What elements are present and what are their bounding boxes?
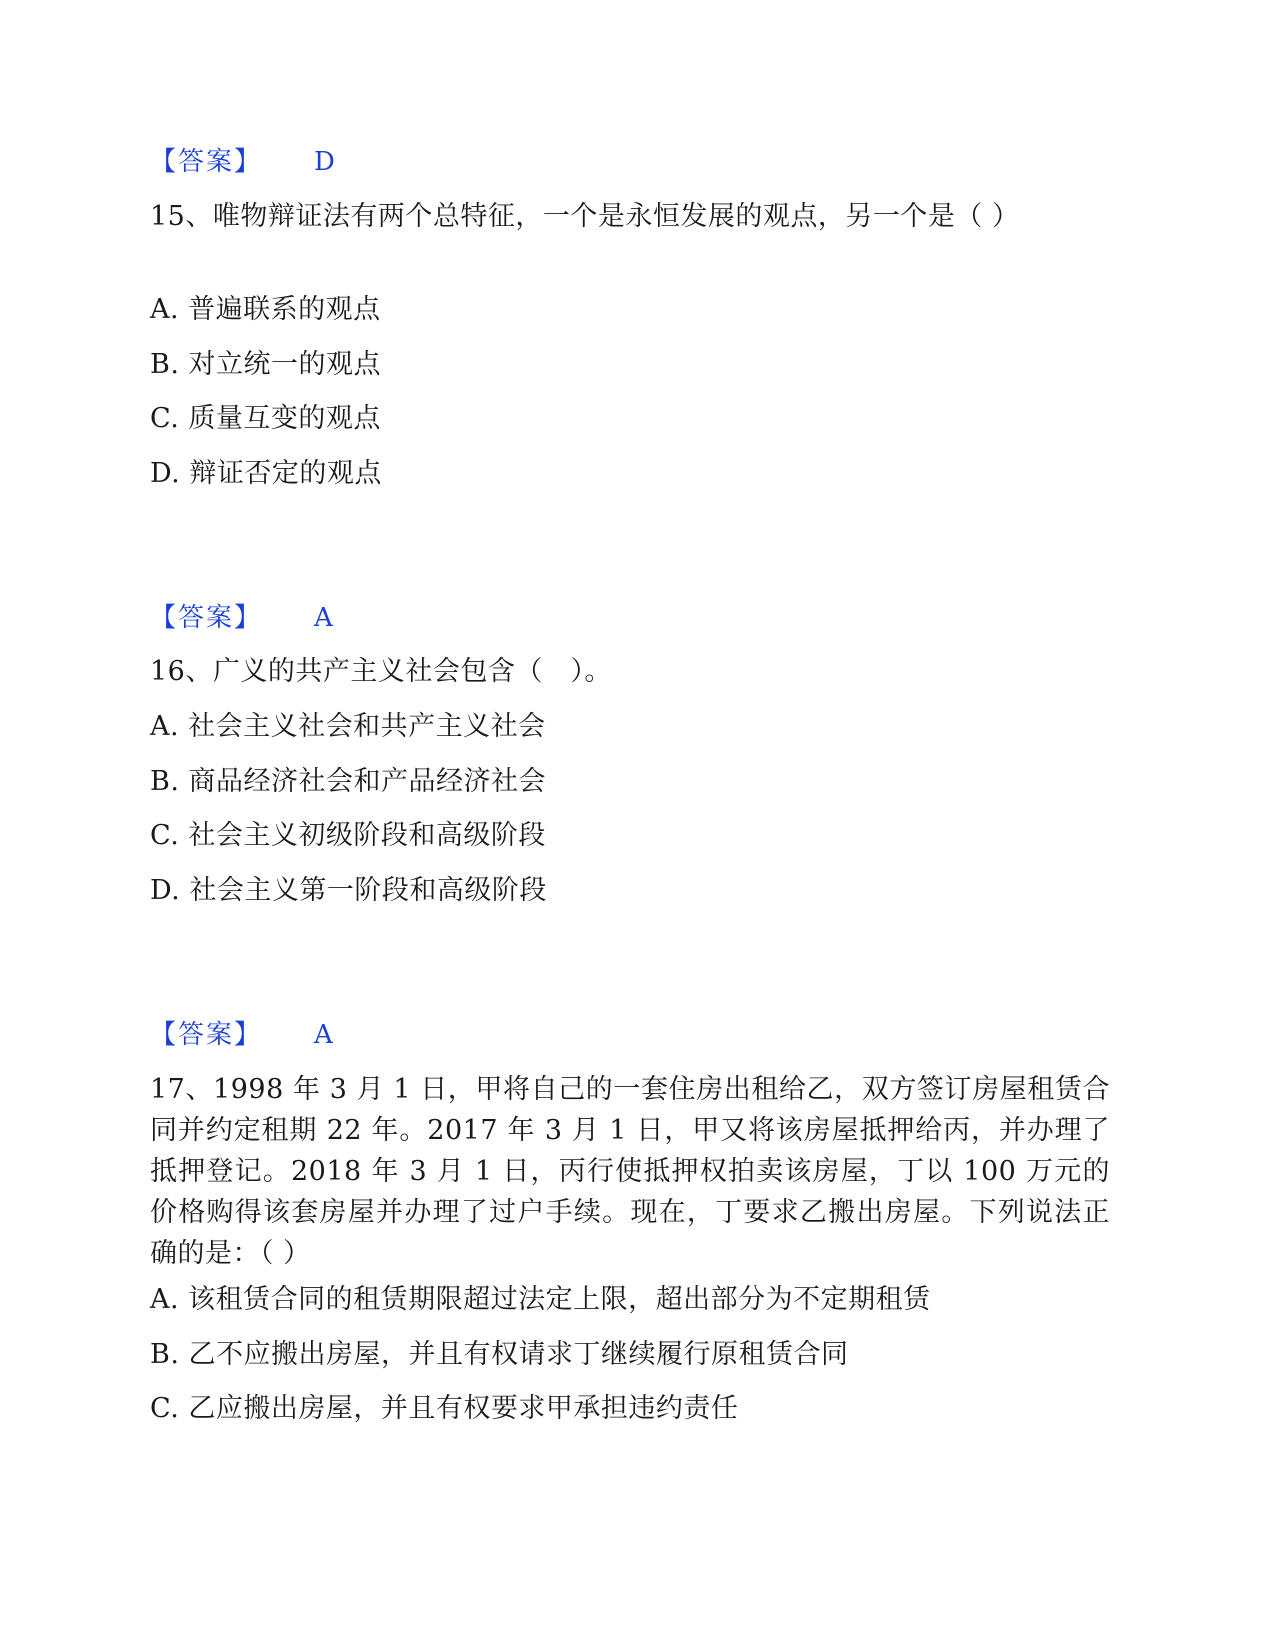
option-16-d: D. 社会主义第一阶段和高级阶段: [150, 875, 547, 906]
answer-label: 【答案】: [150, 603, 263, 633]
option-15-d: D. 辩证否定的观点: [150, 458, 382, 489]
option-16-c: C. 社会主义初级阶段和高级阶段: [150, 820, 546, 851]
answer-label: 【答案】: [150, 147, 263, 177]
option-15-c: C. 质量互变的观点: [150, 403, 381, 434]
answer-value: A: [314, 603, 333, 633]
option-17-c: C. 乙应搬出房屋，并且有权要求甲承担违约责任: [150, 1393, 739, 1424]
option-16-a: A. 社会主义社会和共产主义社会: [150, 711, 546, 742]
answer-label: 【答案】: [150, 1020, 263, 1050]
option-17-b: B. 乙不应搬出房屋，并且有权请求丁继续履行原租赁合同: [150, 1339, 849, 1370]
answer-line-q15: [150, 601, 333, 635]
answer-line-q14: [150, 145, 335, 179]
answer-line-q16: [150, 1018, 333, 1052]
question-16: 16、广义的共产主义社会包含（ ）。: [150, 656, 612, 687]
option-15-b: B. 对立统一的观点: [150, 349, 382, 380]
option-17-a: A. 该租赁合同的租赁期限超过法定上限，超出部分为不定期租赁: [150, 1284, 931, 1315]
answer-value: A: [314, 1020, 333, 1050]
question-17: 17、1998 年 3 月 1 日，甲将自己的一套住房出租给乙，双方签订房屋租赁合同并约定租期 22 年。2017 年 3 月 1 日，甲又将该房屋抵押给丙，并办理了抵押登记。2018 年 3 月 1 日，丙行使抵押权拍卖该房屋，丁以 100 万元的价格购得该套房屋并办理了过户手续。现在，丁要求乙搬出房屋。下列说法正确的是：（ ）: [150, 1074, 1110, 1269]
option-15-a: A. 普遍联系的观点: [150, 294, 381, 325]
option-16-b: B. 商品经济社会和产品经济社会: [150, 766, 547, 797]
question-15: 15、唯物辩证法有两个总特征，一个是永恒发展的观点，另一个是（ ）: [150, 201, 1020, 232]
answer-value: D: [314, 147, 335, 177]
